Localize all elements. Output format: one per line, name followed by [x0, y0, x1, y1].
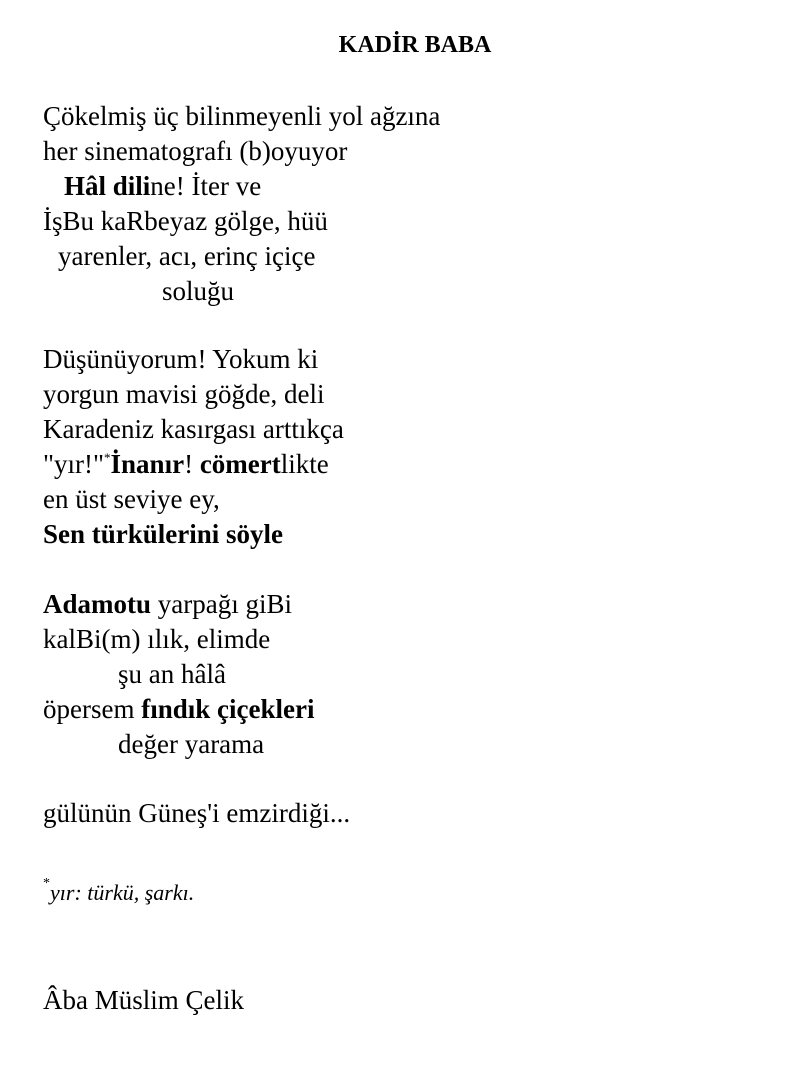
stanza3-line4 — [43, 693, 314, 725]
stanza3-line3: şu an hâlâ — [118, 659, 226, 689]
footnote-text: yır: türkü, şarkı. — [50, 880, 195, 905]
stanza4-line1: gülünün Güneş'i emzirdiği... — [43, 798, 351, 828]
stanza3-line1 — [43, 588, 292, 620]
stanza2-line2: yorgun mavisi göğde, deli — [43, 379, 325, 409]
line-text: öpersem — [43, 694, 142, 724]
bold-word: cömert — [199, 449, 281, 479]
stanza3-line5: değer yarama — [118, 729, 265, 759]
stanza2-line5: en üst seviye ey, — [43, 484, 220, 514]
bold-word: İnanır — [110, 449, 185, 479]
footnote — [43, 876, 195, 906]
stanza1-line5: yarenler, acı, erinç içiçe — [58, 241, 316, 271]
line-text: "yır!" — [43, 449, 105, 479]
stanza3-line2: kalBi(m) ılık, elimde — [43, 624, 271, 654]
bold-word: Adamotu — [43, 589, 152, 619]
line-text: ! — [184, 449, 194, 479]
stanza2-line3: Karadeniz kasırgası arttıkça — [43, 414, 344, 444]
stanza1-line2: her sinematografı (b)oyuyor — [43, 136, 348, 166]
stanza2-line4 — [43, 448, 329, 480]
line-text: ne! İter ve — [150, 171, 262, 201]
stanza2-line1: Düşünüyorum! Yokum ki — [43, 344, 319, 374]
line-text: yarpağı giBi — [151, 589, 292, 619]
author-name: Âba Müslim Çelik — [43, 985, 244, 1015]
stanza1-line4: İşBu kaRbeyaz gölge, hüü — [43, 206, 328, 236]
stanza1-line1: Çökelmiş üç bilinmeyenli yol ağzına — [43, 101, 441, 131]
bold-phrase: fındık çiçekleri — [141, 694, 315, 724]
stanza1-line6: soluğu — [162, 276, 235, 306]
stanza2-line6 — [43, 518, 283, 550]
line-text: likte — [280, 449, 329, 479]
footnote-star: * — [43, 876, 50, 891]
footnote-marker: * — [104, 450, 111, 465]
bold-line: Sen türkülerini söyle — [43, 519, 284, 549]
poem-title: KADİR BABA — [338, 32, 492, 58]
stanza1-line3 — [64, 170, 261, 202]
bold-phrase: Hâl dili — [64, 171, 151, 201]
